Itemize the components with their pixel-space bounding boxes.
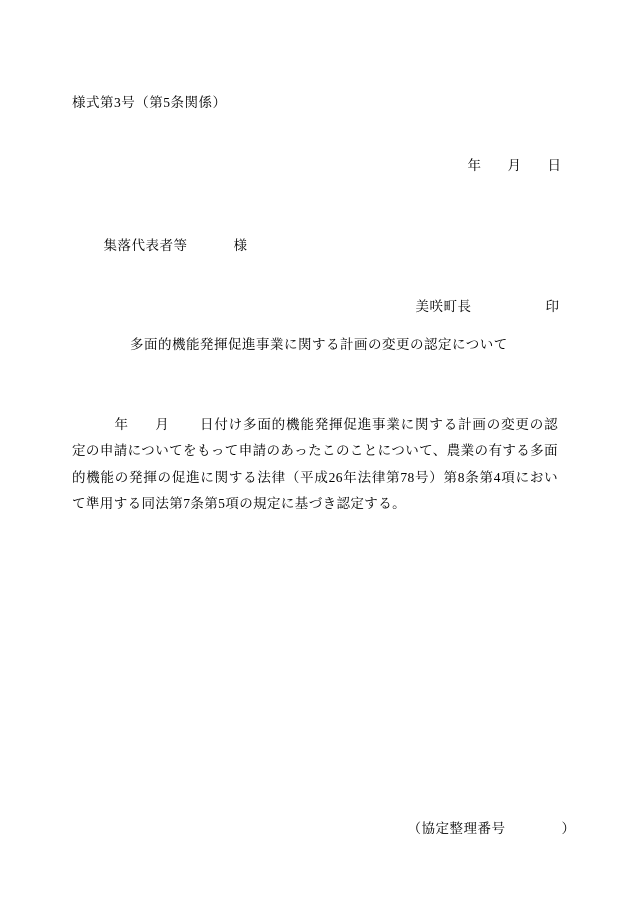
agreement-number-label: （協定整理番号 [407,820,506,836]
date-day: 日 [547,157,562,173]
addressee-line [88,213,248,278]
date-month: 月 [507,157,522,173]
body-text: の申請についてをもって申請のあったこのことについて、農業の有する多面的機能の発揮の促進に関する法律（平成26年法律第78号）第8条第4項において準用する同法第7条第5項の規定に基づき認定する。 [72,443,559,511]
body-paragraph [72,412,558,517]
addressee-honorific: 様 [233,237,248,253]
issuer-line [400,274,560,339]
body-date-month: 月 [154,417,170,432]
agreement-number-line [392,796,576,861]
issuer-name: 美咲町長 [415,298,472,314]
date-year: 年 [467,157,482,173]
date-line [452,133,562,198]
page-title: 多面的機能発揮促進事業に関する計画の変更の認定について [130,337,508,352]
addressee-name: 集落代表者等 [103,237,188,253]
body-date-year: 年 [114,417,129,432]
issuer-seal: 印 [545,298,560,314]
form-number: 様式第3号（第5条関係） [72,95,227,110]
body-date-day: 日付け多面的機能発揮促進事業に関する計画の変更の認定 [72,417,558,459]
agreement-number-close: ） [561,820,576,836]
